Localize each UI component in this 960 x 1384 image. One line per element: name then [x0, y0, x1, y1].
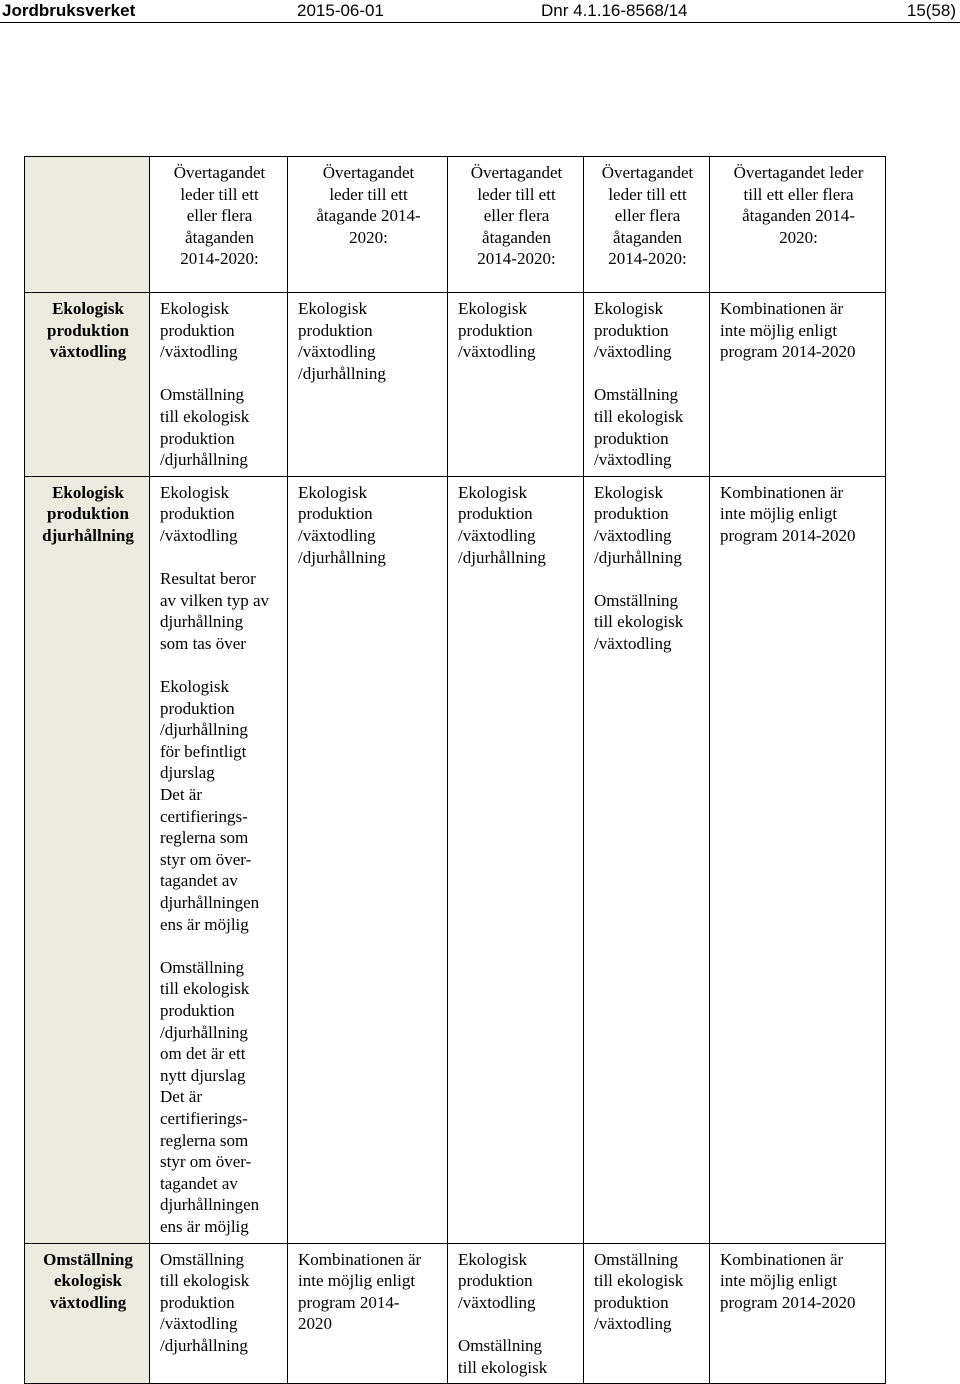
page-number: 15(58) — [906, 1, 956, 20]
table-cell: Ekologisk produktion /växtodling /djurhållning — [288, 476, 448, 1243]
column-header: Övertagandet leder till ett åtagande 2014- 2020: — [288, 157, 448, 293]
table-cell: Kombinationen är inte möjlig enligt program 2014-2020 — [710, 293, 886, 477]
table-cell: Ekologisk produktion /växtodling Omställning till ekologisk produktion /växtodling — [584, 293, 710, 477]
document-reference: Dnr 4.1.16-8568/14 — [541, 1, 688, 20]
corner-cell — [25, 157, 150, 293]
header-divider — [0, 22, 960, 23]
table-row — [25, 293, 886, 477]
row-header: Ekologisk produktion växtodling — [25, 293, 150, 477]
table-cell: Ekologisk produktion /växtodling — [448, 293, 584, 477]
table-cell: Omställning till ekologisk produktion /växtodling /djurhållning — [150, 1243, 288, 1384]
column-header: Övertagandet leder till ett eller flera åtaganden 2014-2020: — [584, 157, 710, 293]
table-cell: Ekologisk produktion /växtodling /djurhållning — [448, 476, 584, 1243]
table-header-row — [25, 157, 886, 293]
row-header: Omställning ekologisk växtodling — [25, 1243, 150, 1384]
table-cell: Omställning till ekologisk produktion /växtodling — [584, 1243, 710, 1384]
column-header: Övertagandet leder till ett eller flera åtaganden 2014-2020: — [448, 157, 584, 293]
table-cell: Kombinationen är inte möjlig enligt program 2014-2020 — [710, 476, 886, 1243]
table-cell: Ekologisk produktion /växtodling /djurhållning — [288, 293, 448, 477]
table-row — [25, 476, 886, 1243]
document-date: 2015-06-01 — [297, 1, 384, 20]
table-cell: Ekologisk produktion /växtodling Omställning till ekologisk — [448, 1243, 584, 1384]
table-cell: Kombinationen är inte möjlig enligt program 2014-2020 — [710, 1243, 886, 1384]
table-row — [25, 1243, 886, 1384]
page-header — [0, 0, 960, 24]
column-header: Övertagandet leder till ett eller flera åtaganden 2014-2020: — [150, 157, 288, 293]
row-header: Ekologisk produktion djurhållning — [25, 476, 150, 1243]
table-cell: Ekologisk produktion /växtodling Resultat beror av vilken typ av djurhållning som tas över Ekologisk produktion /djurhållning för befintligt djurslag Det är certifierings- reglerna som styr om över- tagandet av djurhållningen ens är möjlig Omställning till ekologisk produktion /djurhållning om det är ett nytt djurslag Det är certifierings- reglerna som styr om över- tagandet av djurhållningen ens är möjlig — [150, 476, 288, 1243]
column-header: Övertagandet leder till ett eller flera åtaganden 2014- 2020: — [710, 157, 886, 293]
table-cell: Ekologisk produktion /växtodling /djurhållning Omställning till ekologisk /växtodling — [584, 476, 710, 1243]
table-cell: Kombinationen är inte möjlig enligt program 2014- 2020 — [288, 1243, 448, 1384]
organization-name: Jordbruksverket — [2, 1, 136, 20]
table-cell: Ekologisk produktion /växtodling Omställning till ekologisk produktion /djurhållning — [150, 293, 288, 477]
combination-table — [24, 156, 886, 1384]
